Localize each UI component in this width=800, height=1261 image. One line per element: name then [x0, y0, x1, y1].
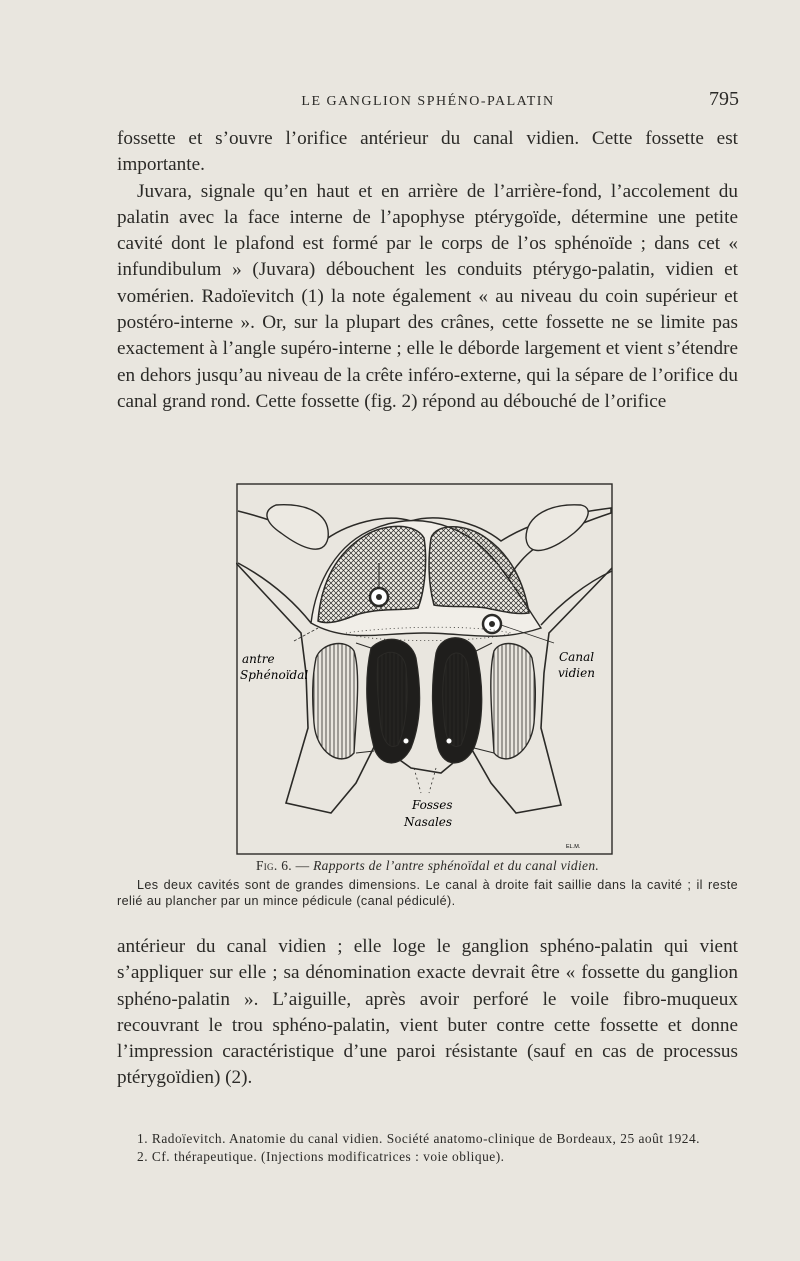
- figure-label: Fig. 6. —: [255, 858, 310, 873]
- right-wing-loop: [526, 505, 588, 551]
- figure-caption: [117, 858, 738, 909]
- right-vidian-canal-lumen: [489, 621, 495, 627]
- right-nasal-fossa: [491, 644, 535, 759]
- footnote-1: 1. Radoïevitch. Anatomie du canal vidien. Société anatomo-clinique de Bordeaux, 25 août 1924.: [137, 1131, 701, 1146]
- paragraph: antérieur du canal vidien ; elle loge le ganglion sphéno-palatin qui vient s’appliquer sur elle ; sa dénomination exacte devrait être « fossette du ganglion sphéno-palatin ». L’aiguille, après avoir perforé le voile fibro-muqueux recouvrant le trou sphéno-palatin, vient buter contre cette fossette et donne l’impression caractéristique d’une paroi résistante (sauf en cas de processus ptérygoïdien) (2).: [117, 936, 738, 1089]
- running-title: LE GANGLION SPHÉNO-PALATIN: [301, 94, 555, 109]
- footnote-2: 2. Cf. thérapeutique. (Injections modificatrices : voie oblique).: [137, 1149, 505, 1164]
- label-canal: Canal: [559, 650, 595, 664]
- paragraph: Juvara, signale qu’en haut et en arrière de l’arrière-fond, l’accolement du palatin avec la face interne de l’apophyse ptérygoïde, détermine une petite cavité dont le plafond est formé par le corps de l’os sphénoïde ; dans cet « infundibulum » (Juvara) débouchent les conduits ptérygo-palatin, vidien et vomérien. Radoïevitch (1) la note également « au niveau du coin supérieur et postéro-interne ». Or, sur la plupart des crânes, cette fossette ne se limite pas exactement à l’angle supéro-interne ; elle le déborde largement et vient s’étendre en dehors jusqu’au niveau de la crête inféro-externe, qui la sépare de l’orifice du canal grand rond. Cette fossette (fig. 2) répond au débouché de l’orifice: [117, 180, 738, 412]
- left-turbinate: [377, 652, 407, 746]
- figure-6: [236, 483, 613, 855]
- label-sphenoidal: Sphénoïdal: [240, 668, 309, 682]
- right-ostium: [446, 738, 452, 744]
- left-nasal-fossa: [313, 644, 358, 759]
- label-vidien: vidien: [558, 666, 595, 680]
- body-text-bottom: [117, 934, 738, 1092]
- artist-signature: EL.M.: [566, 844, 581, 850]
- label-fosses: Fosses: [412, 798, 453, 812]
- caption-title: [117, 858, 738, 874]
- figure-title: Rapports de l’antre sphénoïdal et du canal vidien.: [313, 858, 600, 873]
- left-vidian-canal-lumen: [376, 594, 382, 600]
- page-header: [117, 88, 739, 116]
- body-text-top: [117, 126, 738, 415]
- page-number: 795: [709, 88, 739, 110]
- label-nasales: Nasales: [404, 815, 453, 829]
- left-wing-loop: [267, 505, 328, 549]
- right-turbinate: [443, 653, 470, 746]
- footnotes: [117, 1130, 738, 1166]
- paragraph: fossette et s’ouvre l’orifice antérieur du canal vidien. Cette fossette est importante.: [117, 128, 738, 176]
- left-sphenoid-sinus: [318, 526, 426, 622]
- caption-description: Les deux cavités sont de grandes dimensions. Le canal à droite fait saillie dans la cavité ; il reste relié au plancher par un mince pédicule (canal pédiculé).: [117, 878, 738, 908]
- left-ostium: [403, 738, 409, 744]
- left-lateral-edge: [238, 563, 311, 623]
- right-sphenoid-sinus: [429, 527, 529, 614]
- label-antre: antre: [242, 652, 275, 666]
- anatomical-diagram: [236, 483, 613, 855]
